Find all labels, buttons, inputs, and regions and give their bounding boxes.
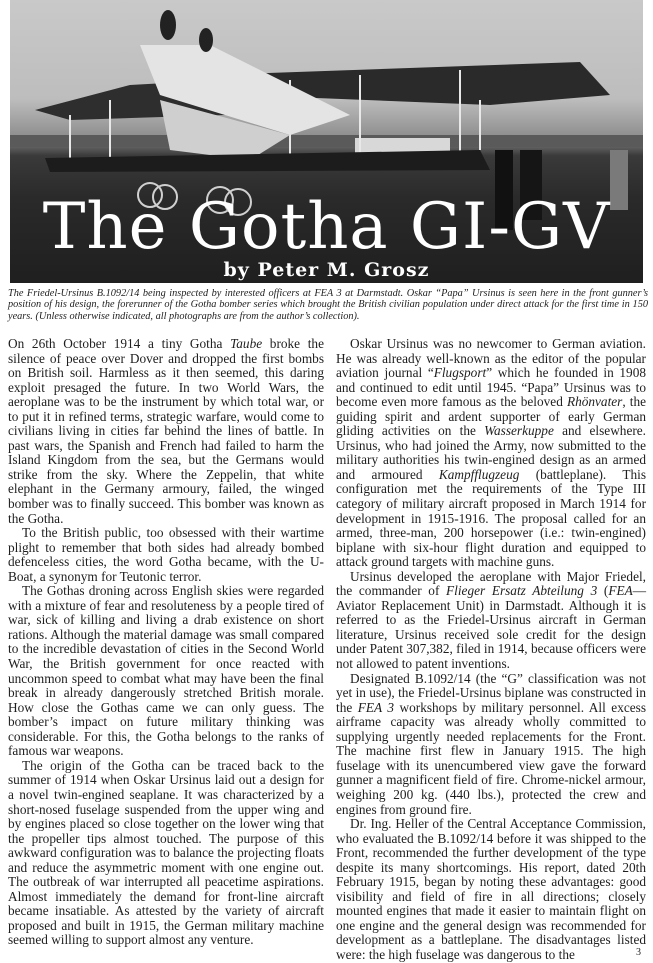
- paragraph: To the British public, too obsessed with their wartime plight to remember that both sides had already bombed defenceless cities, the word Gotha became, with the U-Boat, a synonym for Teutonic terror.: [8, 525, 324, 584]
- paragraph: The origin of the Gotha can be traced back to the summer of 1914 when Oskar Ursinus laid out a design for a novel twin-engined seaplane. It was characterized by a short-nosed fuselage suspended from the upper wing and by engines placed so close together on the lower wing that the propeller tips almost touched. The purpose of this awkward configuration was to balance the projecting floats and reduce the asymmetric moment with one engine out. The outbreak of war interrupted all peacetime aspirations. Almost immediately the demand for front-line aircraft became insatiable. As attested by the variety of aircraft proposed and built in 1915, the German military machine seemed willing to support almost any venture.: [8, 757, 324, 948]
- paragraph: Oskar Ursinus was no newcomer to German aviation. He was already well-known as the editor of the popular aviation journal “Flugsport” which he founded in 1908 and continued to edit until 1945. “Papa” Ursinus was to become even more famous as the beloved Rhönvater, the guiding spirit and ardent supporter of early German gliding activities on the Wasserkuppe and elsewhere. Ursinus, who had joined the Army, now submitted to the military authorities his twin-engined design as an armed and armoured Kampfflugzeug (battleplane). This configuration met the requirements of the Type III category of military aircraft proposed in March 1914 for development in 1915-1916. The proposal called for an armed, three-man, 200 horsepower (i.e.: twin-engined) biplane with six-hour flight duration and equipped to attack ground targets with machine guns.: [336, 336, 647, 570]
- article-title: The Gotha GI-GV: [42, 190, 611, 264]
- caption-note: (Unless otherwise indicated, all photographs are from the author’s collection).: [35, 310, 360, 322]
- right-column: [336, 337, 646, 963]
- header-photo: [10, 0, 643, 283]
- page-number: 3: [636, 947, 641, 958]
- paragraph: Designated B.1092/14 (the “G” classification was not yet in use), the Friedel-Ursinus biplane was constructed in the FEA 3 workshops by military personnel. All excess airframe capacity was already wholly committed to supplying urgently needed replacements for the Front. The machine first flew in January 1915. The high fuselage with its unencumbered view gave the forward gunner a magnificent field of fire. Chrome-nickel armour, weighing 200 kg. (440 lbs.), protected the crew and engines from ground fire.: [336, 670, 646, 817]
- left-column: [8, 337, 324, 948]
- photo-caption: [8, 288, 648, 322]
- paragraph: On 26th October 1914 a tiny Gotha Taube broke the silence of peace over Dover and dropped the first bombs on British soil. Harmless as it then seemed, this daring exploit presaged the future. In two World Wars, the aeroplane was to be the instrument by which total war, or to put it in refined terms, strategic warfare, would come to civilians living in cities far behind the lines of battle. In past wars, the Spanish and French had failed to harm the Island Kingdom from the sea, but the Germans would strike from the sky. Where the Zeppelin, that white elephant in the Germany armoury, failed, the winged bomber was to finally succeed. This bomber was known as the Gotha.: [8, 336, 324, 526]
- caption-text: The Friedel-Ursinus B.1092/14 being inspected by interested officers at FEA 3 at Darmstadt. Oskar “Papa” Ursinus is seen here in the front gunner’s position of his design, the forerunner of the Gotha bomber series which brought the British civilian population under direct attack for the first time in 150 years.: [8, 288, 648, 322]
- paragraph: Ursinus developed the aeroplane with Major Friedel, the commander of Flieger Ersatz Abteilung 3 (FEA—Aviator Replacement Unit) in Darmstadt. Although it is referred to as the Friedel-Ursinus aircraft in German literature, Ursinus received sole credit for the design under Patent 307,382, filed in 1914, because officers were not allowed to patent inventions.: [336, 568, 646, 672]
- article-byline: by Peter M. Grosz: [223, 259, 430, 281]
- paragraph: Dr. Ing. Heller of the Central Acceptance Commission, who evaluated the B.1092/14 before it was shipped to the Front, recommended the further development of the type despite its many shortcomings. His report, dated 20th February 1915, began by noting these advantages: good visibility and field of fire in all directions; closely mounted engines that made it easier to maintain flight on one engine and the general design was recommended for development as a battleplane. The disadvantages listed were: the high fuselage was dangerous to the: [336, 816, 646, 962]
- paragraph: The Gothas droning across English skies were regarded with a mixture of fear and resoluteness by a people tired of war, sick of killing and living a drab existence on short rations. Although the material damage was small compared to the incredible devastation of cities in the Second World War, the British government for once reacted with uncommon speed to combat what may have been the final break in already dangerously stretched British morale. How close the Gothas came we can only guess. The bomber’s impact on future military thinking was considerable. For this, the Gotha belongs to the ranks of famous war weapons.: [8, 583, 324, 759]
